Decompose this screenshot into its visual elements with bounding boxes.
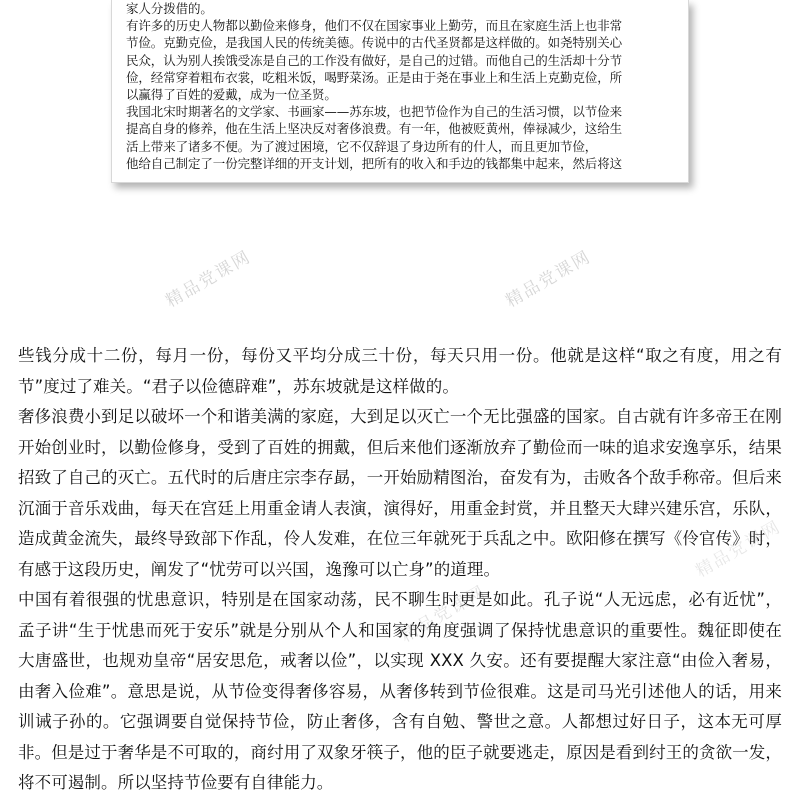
scan-line: 我国北宋时期著名的文学家、书画家——苏东坡，也把节俭作为自己的生活习惯，以节俭来 xyxy=(126,104,623,120)
scan-line: 活上带来了诸多不便。为了渡过困境，它不仅辞退了身边所有的什人，而且更加节俭， xyxy=(126,138,598,154)
document-body xyxy=(18,341,782,799)
embedded-document-image xyxy=(111,0,689,183)
watermark: 精品党课网 xyxy=(162,246,255,312)
scan-line: 俭，经常穿着粗布衣裳，吃粗米饭，喝野菜汤。正是由于尧在事业上和生活上克勤克俭，所 xyxy=(126,69,623,85)
body-paragraph: 中国有着很强的忧患意识，特别是在国家动荡，民不聊生时更是如此。孔子说“人无远虑，必有近忧”，孟子讲“生于忧患而死于安乐”就是分别从个人和国家的角度强调了保持忧患意识的重要性。魏征即使在大唐盛世，也规劝皇帝“居安思危，戒奢以俭”，以实现 XXX 久安。还有要提醒大家注意“由俭入奢易，由奢入俭难”。意思是说，从节俭变得奢侈容易，从奢侈转到节俭很难。这是司马光引述他人的话，用来训诫子孙的。它强调要自觉保持节俭，防止奢侈，含有自勉、警世之意。人都想过好日子，这本无可厚非。但是过于奢华是不可取的，商纣用了双象牙筷子，他的臣子就要逃走，原因是看到纣王的贪欲一发，将不可遏制。所以坚持节俭要有自律能力。 xyxy=(18,590,782,792)
watermark: 精品党课网 xyxy=(397,581,490,647)
watermark: 精品党课网 xyxy=(692,516,785,582)
scan-line: 民众，认为别人挨饿受冻是自己的工作没有做好，是自己的过错。而他自己的生活却十分节 xyxy=(126,52,623,68)
embedded-document-text xyxy=(112,0,688,172)
scan-line: 以赢得了百姓的爱戴，成为一位圣贤。 xyxy=(126,87,337,103)
scan-line: 他给自己制定了一份完整详细的开支计划，把所有的收入和手边的钱都集中起来，然后将这 xyxy=(126,155,623,171)
scan-line: 节俭。克勤克俭，是我国人民的传统美德。传说中的古代圣贤都是这样做的。如尧特别关心 xyxy=(126,35,623,51)
scan-line: 提高自身的修养，他在生活上坚决反对奢侈浪费。有一年，他被贬黄州，俸禄减少，这给生 xyxy=(126,121,623,137)
scan-line: 家人分拨借的。 xyxy=(126,1,213,16)
body-paragraph: 些钱分成十二份，每月一份，每份又平均分成三十份，每天只用一份。他就是这样“取之有度，用之有节”度过了难关。“君子以俭德辟难”，苏东坡就是这样做的。 xyxy=(18,346,782,396)
watermark: 精品党课网 xyxy=(502,246,595,312)
body-paragraph: 奢侈浪费小到足以破坏一个和谐美满的家庭，大到足以灭亡一个无比强盛的国家。自古就有许多帝王在刚开始创业时，以勤俭修身，受到了百姓的拥戴，但后来他们逐渐放弃了勤俭而一味的追求安逸享乐，结果招致了自己的灭亡。五代时的后唐庄宗李存勗，一开始励精图治，奋发有为，击败各个敌手称帝。但后来沉湎于音乐戏曲，每天在宫廷上用重金请人表演，演得好，用重金封赏，并且整天大肆兴建乐宫，乐队，造成黄金流失，最终导致部下作乱，伶人发难，在位三年就死于兵乱之中。欧阳修在撰写《伶官传》时，有感于这段历史，阐发了“忧劳可以兴国，逸豫可以亡身”的道理。 xyxy=(18,407,782,579)
scan-line: 有许多的历史人物都以勤俭来修身，他们不仅在国家事业上勤劳，而且在家庭生活上也非常 xyxy=(126,18,623,34)
